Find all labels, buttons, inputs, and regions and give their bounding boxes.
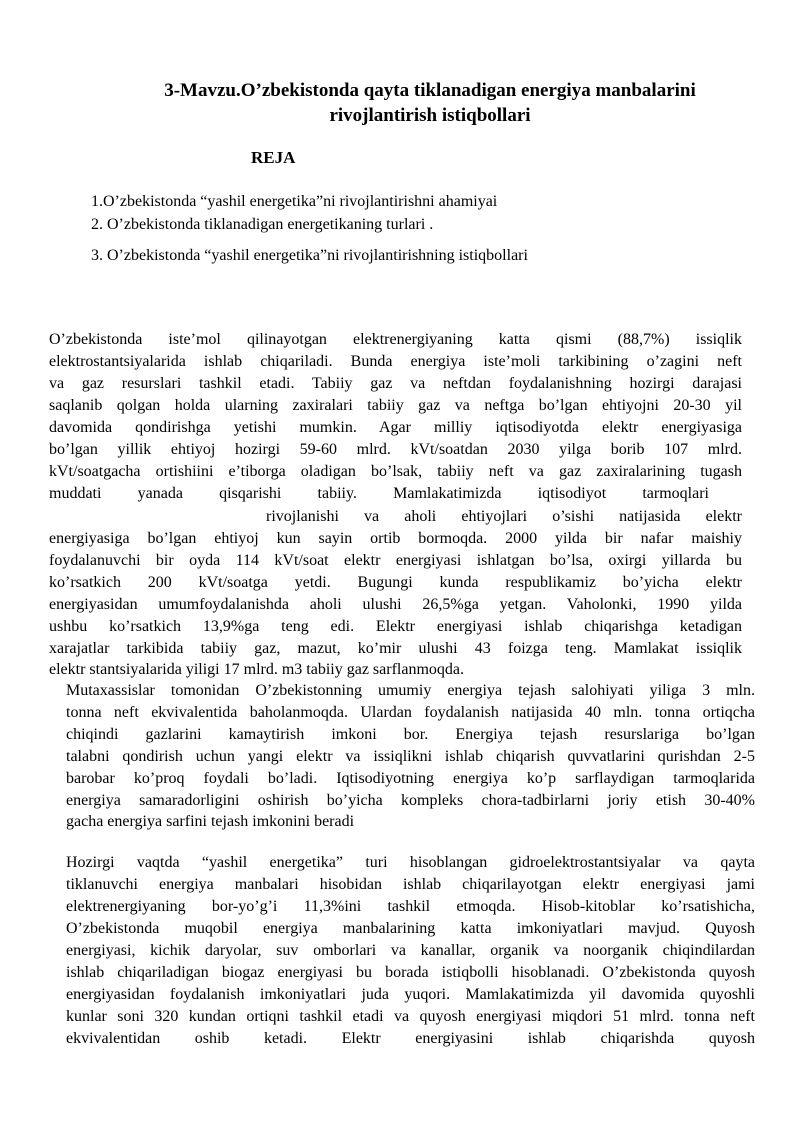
text-line: rivojlanishi va aholi ehtiyojlari o’sishi natijasida elektr: [266, 508, 742, 525]
text-line: saqlanib qolgan holda ularning zaxiralari tabiiy gaz va neftga bo’lgan ehtiyojni 20-30 yil: [49, 397, 742, 414]
text-line: kVt/soatgacha ortishiini e’tiborga oladigan bo’lsak, tabiiy neft va gaz zaxiralarining tugash: [49, 463, 742, 480]
text-line: elektrenergiyaning bor-yo’g’i 11,3%ini tashkil etmoqda. Hisob-kitoblar ko’rsatishicha,: [66, 898, 755, 915]
text-line: O’zbekistonda iste’mol qilinayotgan elektrenergiyaning katta qismi (88,7%) issiqlik: [49, 331, 742, 348]
text-line: foydalanuvchi bir oyda 114 kVt/soat elektr energiyasi ishlatgan bo’lsa, oxirgi yillarda bu: [49, 552, 742, 569]
text-line: elektrostantsiyalarida ishlab chiqariladi. Bunda energiya iste’moli tarkibining o’zagini neft: [49, 353, 742, 370]
text-line: energiyasi, kichik daryolar, suv omborlari va kanallar, organik va noorganik chiqindilardan: [66, 942, 755, 959]
text-line: tiklanuvchi energiya manbalari hisobidan ishlab chiqarilayotgan elektr energiyasi jami: [66, 876, 755, 893]
text-line: gacha energiya sarfini tejash imkonini beradi: [66, 813, 355, 830]
text-line: xarajatlar tarkibida tabiiy gaz, mazut, ko’mir ulushi 43 foizga teng. Mamlakat issiqlik: [49, 640, 742, 657]
text-line: bo’lgan yillik ehtiyoj hozirgi 59-60 mlrd. kVt/soatdan 2030 yilga borib 107 mlrd.: [49, 441, 742, 458]
text-line: Mutaxassislar tomonidan O’zbekistonning umumiy energiya tejash salohiyati yiliga 3 mln.: [66, 682, 755, 699]
plan-item-2: 2. O’zbekistonda tiklanadigan energetikaning turlari .: [91, 216, 434, 233]
title-line-1: 3-Mavzu.O’zbekistonda qayta tiklanadigan energiya manbalarini: [164, 80, 696, 101]
title-line-2: rivojlantirish istiqbollari: [329, 105, 531, 126]
document-title: [90, 78, 770, 128]
text-line: muddati yanada qisqarishi tabiiy. Mamlakatimizda iqtisodiyot tarmoqlari: [49, 485, 709, 502]
text-line: energiyasiga bo’lgan ehtiyoj kun sayin ortib bormoqda. 2000 yilda bir nafar maishiy: [49, 530, 742, 547]
text-line: energiyasidan foydalanish imkoniyatlari juda yuqori. Mamlakatimizda yil davomida quyoshli: [66, 986, 755, 1003]
text-line: ko’rsatkich 200 kVt/soatga yetdi. Bugungi kunda respublikamiz bo’yicha elektr: [49, 574, 742, 591]
text-line: tonna neft ekvivalentida baholanmoqda. Ulardan foydalanish natijasida 40 mln. tonna ortiqcha: [66, 704, 755, 721]
text-line: ishlab chiqariladigan biogaz energiyasi bu borada istiqbolli hisoblanadi. O’zbekistonda quyosh: [66, 964, 755, 981]
text-line: ushbu ko’rsatkich 13,9%ga teng edi. Elektr energiyasi ishlab chiqarishga ketadigan: [49, 618, 742, 635]
text-line: davomida qondirishga yetishi mumkin. Agar milliy iqtisodiyotda elektr energiyasiga: [49, 419, 742, 436]
text-line: energiya samaradorligini oshirish bo’yicha kompleks chora-tadbirlarni joriy etish 30-40%: [66, 792, 755, 809]
text-line: ekvivalentidan oshib ketadi. Elektr energiyasini ishlab chiqarishda quyosh: [66, 1030, 755, 1047]
plan-heading: REJA: [251, 148, 296, 167]
plan-item-1: 1.O’zbekistonda “yashil energetika”ni rivojlantirishni ahamiyai: [91, 193, 498, 210]
text-line: O’zbekistonda muqobil energiya manbalarining katta imkoniyatlari mavjud. Quyosh: [66, 920, 755, 937]
text-line: elektr stantsiyalarida yiligi 17 mlrd. m3 tabiiy gaz sarflanmoqda.: [49, 661, 464, 678]
text-line: energiyasidan umumfoydalanishda aholi ulushi 26,5%ga yetgan. Vaholonki, 1990 yilda: [49, 596, 742, 613]
text-line: talabni qondirish uchun yangi elektr va issiqlikni ishlab chiqarish quvvatlarini qurishdan 2-5: [66, 748, 755, 765]
text-line: Hozirgi vaqtda “yashil energetika” turi hisoblangan gidroelektrostantsiyalar va qayta: [66, 854, 755, 871]
plan-item-3: 3. O’zbekistonda “yashil energetika”ni rivojlantirishning istiqbollari: [91, 247, 528, 264]
text-line: chiqindi gazlarini kamaytirish imkoni bor. Energiya tejash resurslariga bo’lgan: [66, 726, 755, 743]
text-line: va gaz resurslari tashkil etadi. Tabiiy gaz va neftdan foydalanishning hozirgi darajasi: [49, 375, 742, 392]
text-line: barobar ko’proq foydali bo’ladi. Iqtisodiyotning energiya ko’p sarflaydigan tarmoqlarida: [66, 770, 755, 787]
text-line: kunlar soni 320 kundan ortiqni tashkil etadi va quyosh energiyasi miqdori 51 mlrd. tonna neft: [66, 1008, 755, 1025]
